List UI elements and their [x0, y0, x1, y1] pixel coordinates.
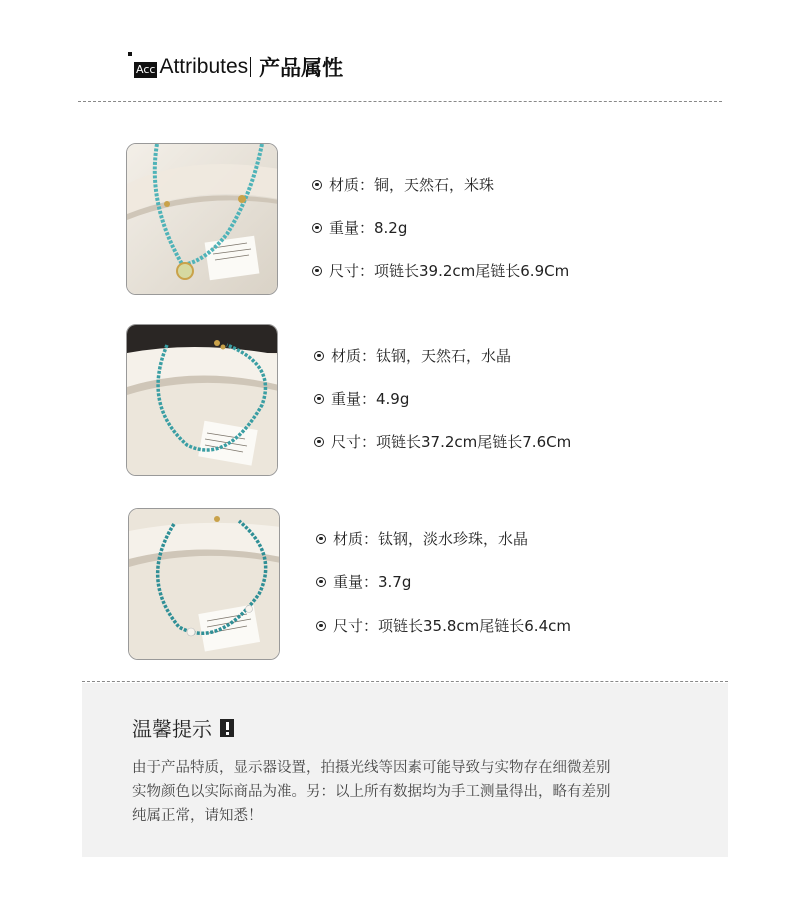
attr-size-3 [316, 615, 571, 636]
bullet-icon [314, 351, 324, 361]
attr-size-text: 尺寸：项链长35.8cm尾链长6.4cm [333, 617, 571, 635]
notice-title [132, 713, 234, 742]
attr-material-2 [314, 345, 511, 366]
attr-weight-text: 重量：3.7g [333, 573, 412, 591]
header-acc-label: Acc [136, 63, 156, 76]
notice-line: 实物颜色以实际商品为准。另：以上所有数据均为手工测量得出，略有差别 [132, 784, 611, 800]
notice-body [132, 756, 692, 828]
product-image-2 [126, 324, 278, 476]
bullet-icon [312, 180, 322, 190]
product-row-2 [0, 324, 800, 480]
notice-line: 纯属正常，请知悉！ [132, 808, 263, 824]
attr-weight-3 [316, 571, 411, 592]
header-separator [250, 57, 251, 77]
attr-material-text: 材质：钛钢，淡水珍珠，水晶 [333, 530, 529, 548]
notice-divider [82, 681, 728, 682]
notice-title-text: 温馨提示 [132, 717, 212, 741]
attr-weight-2 [314, 388, 409, 409]
attr-material-text: 材质：铜，天然石，米珠 [329, 176, 495, 194]
warning-icon [220, 719, 234, 737]
attr-size-2 [314, 431, 571, 452]
header-title-en: Attributes [159, 55, 249, 78]
notice-line: 由于产品特质，显示器设置，拍摄光线等因素可能导致与实物存在细微差别 [132, 760, 611, 776]
attr-weight-1 [312, 217, 407, 238]
header-title-cn: 产品属性 [259, 56, 344, 80]
product-row-3 [0, 508, 800, 664]
attr-size-text: 尺寸：项链长39.2cm尾链长6.9Cm [329, 262, 570, 280]
product-row-1 [0, 143, 800, 299]
product-image-3 [128, 508, 280, 660]
attr-size-1 [312, 260, 569, 281]
bullet-icon [314, 437, 324, 447]
attr-weight-text: 重量：4.9g [331, 390, 410, 408]
bullet-icon [316, 621, 326, 631]
bullet-icon [314, 394, 324, 404]
attr-weight-text: 重量：8.2g [329, 219, 408, 237]
bullet-icon [316, 534, 326, 544]
attr-material-3 [316, 528, 528, 549]
header-divider [78, 101, 722, 102]
bullet-icon [312, 266, 322, 276]
attr-material-text: 材质：钛钢，天然石，水晶 [331, 347, 512, 365]
attr-size-text: 尺寸：项链长37.2cm尾链长7.6Cm [331, 433, 572, 451]
section-header [128, 52, 343, 82]
notice-box [82, 683, 728, 857]
product-image-1 [126, 143, 278, 295]
header-dot-icon [128, 52, 132, 56]
attr-material-1 [312, 174, 494, 195]
bullet-icon [316, 577, 326, 587]
bullet-icon [312, 223, 322, 233]
